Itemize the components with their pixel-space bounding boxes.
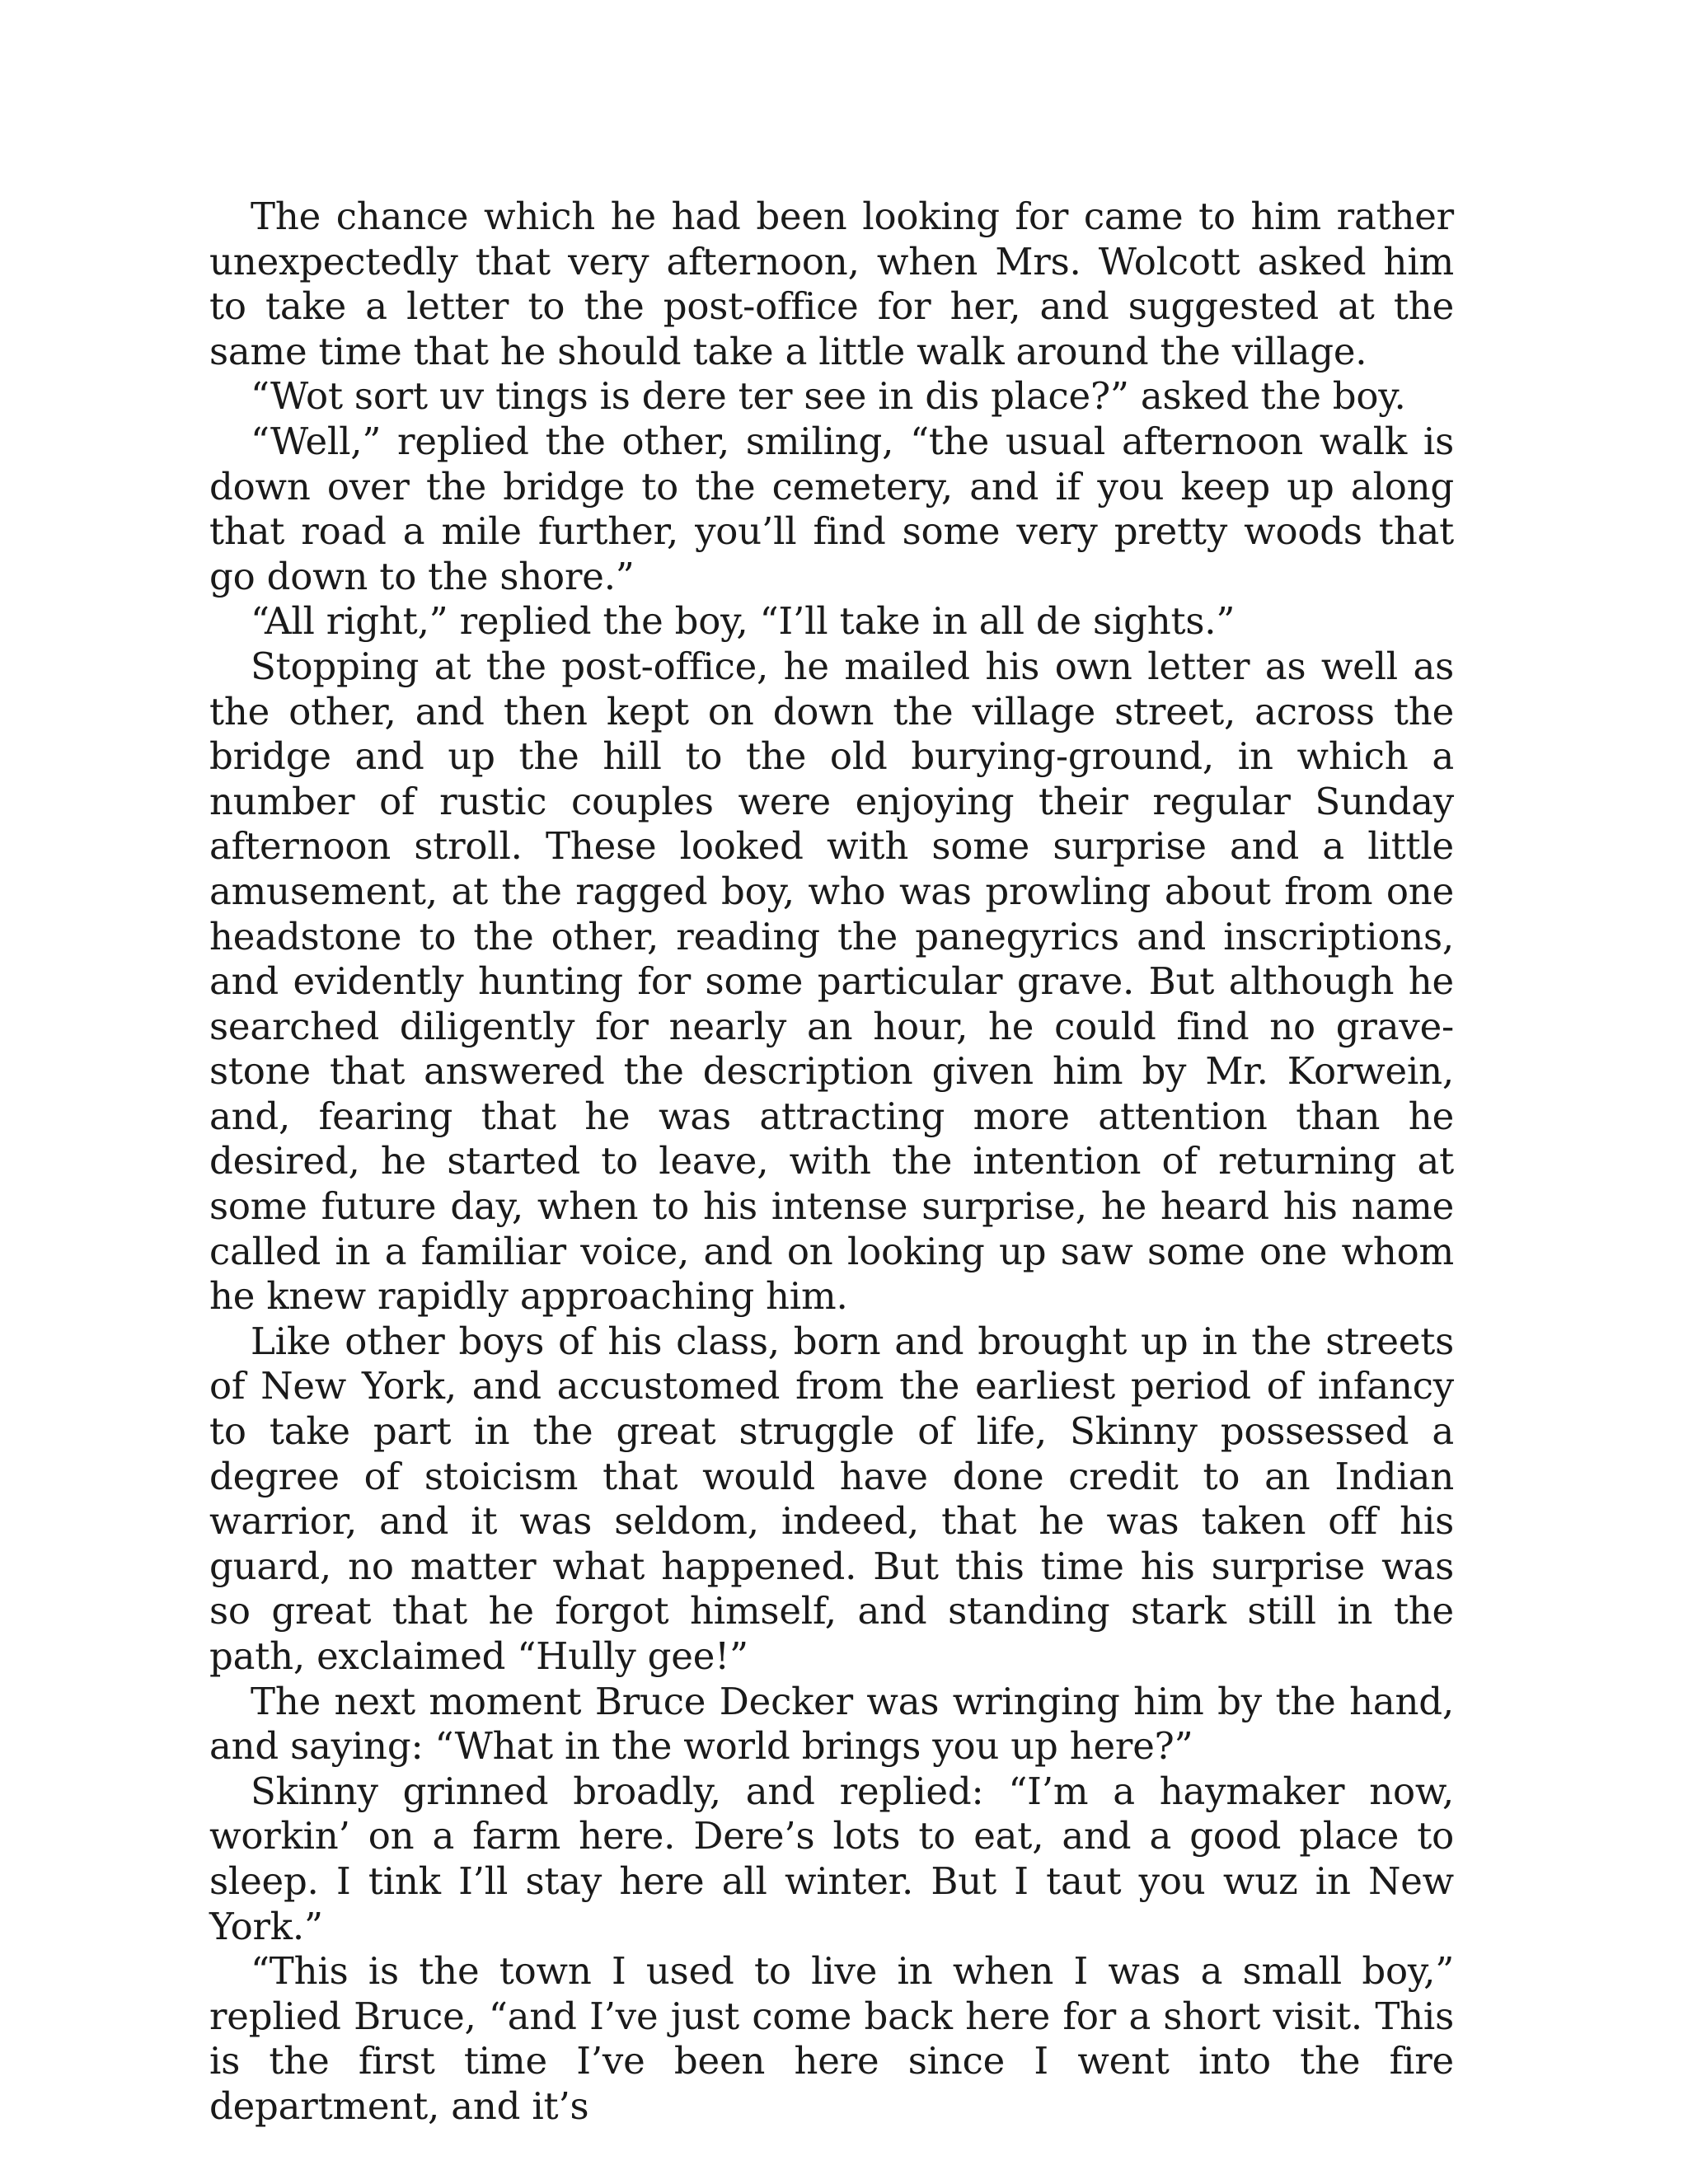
paragraph-7: The next moment Bruce Decker was wringing him by the hand, and saying: “What in the world brings you up here?” [209,1679,1454,1769]
book-page [209,194,1454,2130]
paragraph-9: “This is the town I used to live in when I was a small boy,” replied Bruce, “and I’ve just come back here for a short visit. This is the first time I’ve been here since I went into the fire department, and it’s [209,1949,1454,2128]
paragraph-5: Stopping at the post-office, he mailed his own letter as well as the other, and then kept on down the village street, across the bridge and up the hill to the old burying-ground, in which a number of rustic couples were enjoying their regular Sunday afternoon stroll. These looked with some surprise and a little amusement, at the ragged boy, who was prowling about from one headstone to the other, reading the panegyrics and inscriptions, and evidently hunting for some particular grave. But although he searched diligently for nearly an hour, he could find no grave-stone that answered the description given him by Mr. Korwein, and, fearing that he was attracting more attention than he desired, he started to leave, with the intention of returning at some future day, when to his intense surprise, he heard his name called in a familiar voice, and on looking up saw some one whom he knew rapidly approaching him. [209,644,1454,1319]
paragraph-3: “Well,” replied the other, smiling, “the usual afternoon walk is down over the bridge to the cemetery, and if you keep up along that road a mile further, you’ll find some very pretty woods that go down to the shore.” [209,419,1454,598]
paragraph-6: Like other boys of his class, born and brought up in the streets of New York, and accustomed from the earliest period of infancy to take part in the great struggle of life, Skinny possessed a degree of stoicism that would have done credit to an Indian warrior, and it was seldom, indeed, that he was taken off his guard, no matter what happened. But this time his surprise was so great that he forgot himself, and standing stark still in the path, exclaimed “Hully gee!” [209,1319,1454,1678]
paragraph-4: “All right,” replied the boy, “I’ll take in all de sights.” [251,599,1236,644]
paragraph-1: The chance which he had been looking for came to him rather unexpectedly that very afternoon, when Mrs. Wolcott asked him to take a letter to the post-office for her, and suggested at the same time that he should take a little walk around the village. [209,194,1454,373]
paragraph-2: “Wot sort uv tings is dere ter see in dis place?” asked the boy. [251,374,1406,419]
paragraph-8: Skinny grinned broadly, and replied: “I’m a haymaker now, workin’ on a farm here. Dere’s lots to eat, and a good place to sleep. I tink I’ll stay here all winter. But I taut you wuz in New York.” [209,1769,1454,1948]
